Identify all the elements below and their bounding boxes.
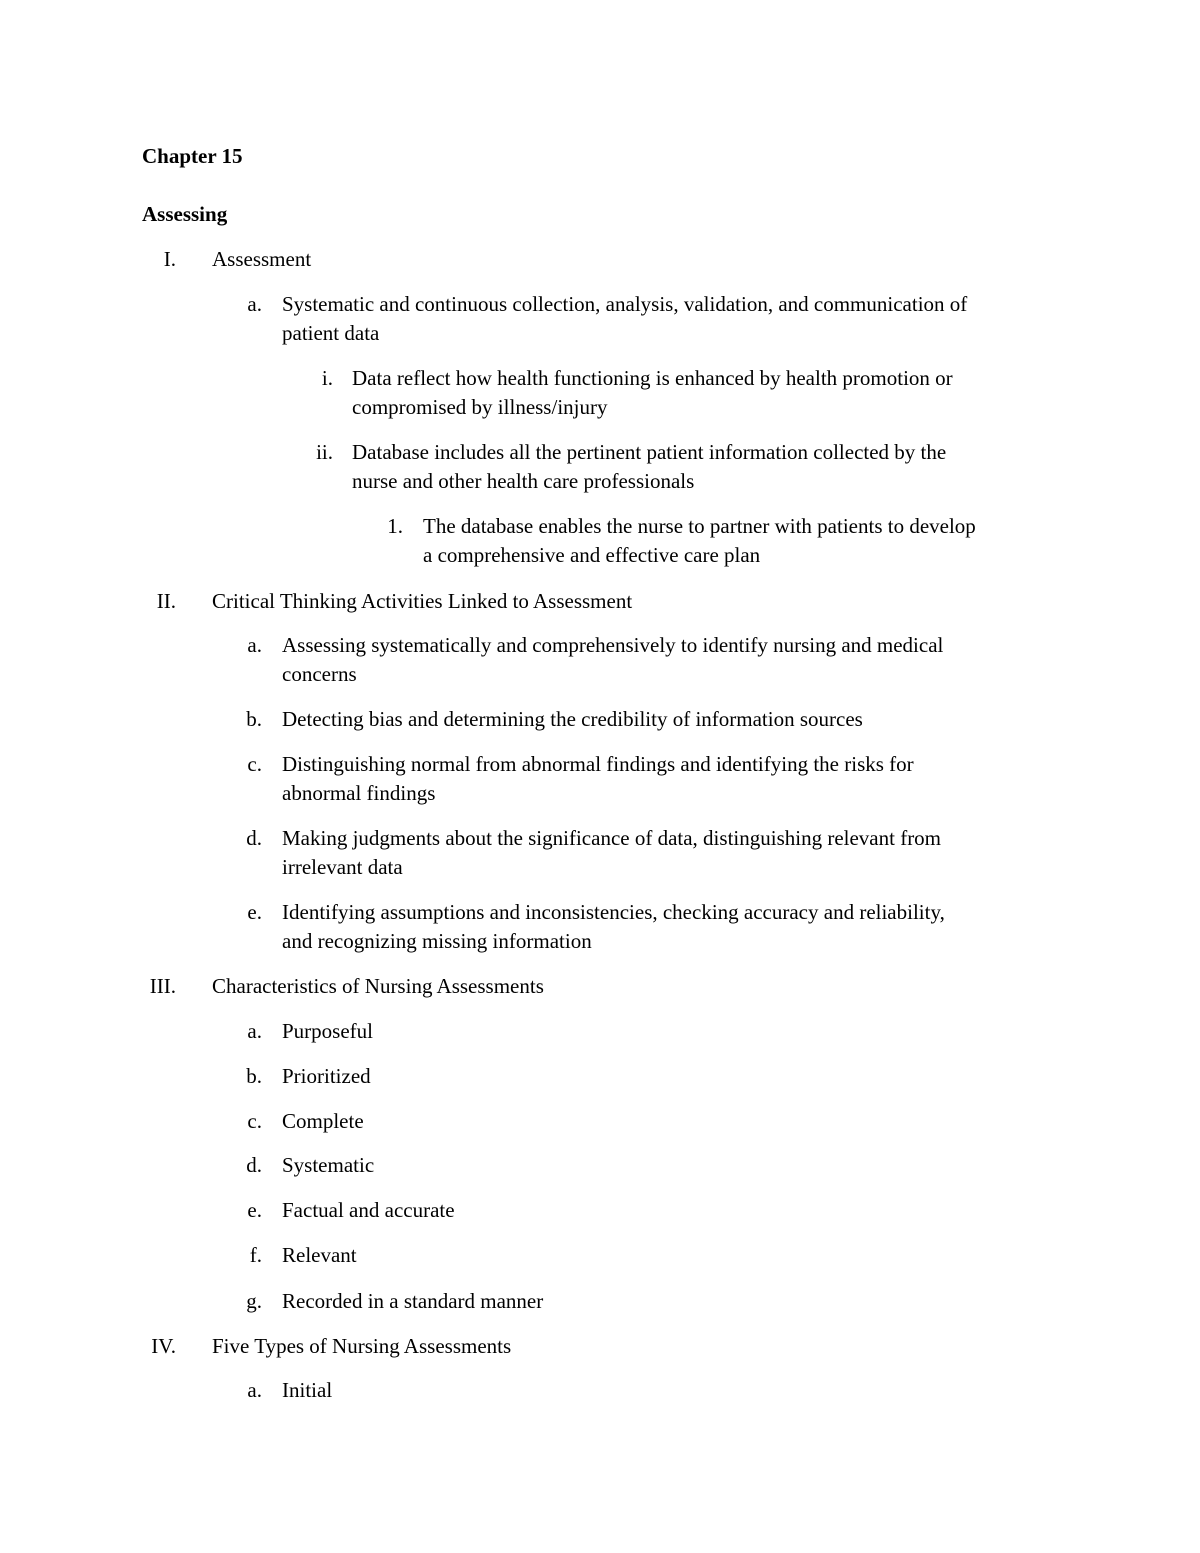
list-marker: i. [321,366,333,390]
list-item-text: Distinguishing normal from abnormal findings and identifying the risks for [282,752,914,776]
list-marker: g. [246,1289,262,1313]
outline-heading: Characteristics of Nursing Assessments [212,974,544,998]
outline-marker: IV. [151,1334,176,1358]
list-marker: b. [246,707,262,731]
list-marker: d. [246,826,262,850]
list-item-text: Detecting bias and determining the credibility of information sources [282,707,863,731]
list-item-text: abnormal findings [282,781,436,805]
list-item-text: and recognizing missing information [282,929,592,953]
list-marker: a. [247,1378,262,1402]
outline-heading: Five Types of Nursing Assessments [212,1334,512,1358]
list-item-text: Initial [282,1378,333,1402]
list-marker: c. [247,1109,262,1133]
outline-marker: II. [156,589,176,613]
list-marker: ii. [316,440,333,464]
outline-heading: Critical Thinking Activities Linked to Assessment [212,589,633,613]
list-marker: a. [247,1019,262,1043]
list-marker: e. [247,1198,262,1222]
list-item-text: irrelevant data [282,855,403,879]
list-item-text: concerns [282,662,357,686]
list-item-text: Making judgments about the significance of data, distinguishing relevant from [282,826,942,850]
list-item-text: Complete [282,1109,364,1133]
list-marker: a. [247,292,262,316]
list-item-text: nurse and other health care professionals [352,469,695,493]
list-item-text: Relevant [282,1243,357,1267]
chapter-title: Chapter 15 [142,144,243,168]
list-marker: a. [247,633,262,657]
list-item-text: The database enables the nurse to partner with patients to develop [423,514,976,538]
outline-marker: III. [149,974,176,998]
section-title: Assessing [142,202,228,226]
list-item-text: Systematic [282,1153,375,1177]
list-marker: d. [246,1153,262,1177]
list-item-text: patient data [282,321,380,345]
list-marker: f. [249,1243,262,1267]
list-item-text: Factual and accurate [282,1198,455,1222]
list-marker: e. [247,900,262,924]
outline-heading: Assessment [212,247,312,271]
list-item-text: Purposeful [282,1019,373,1043]
list-item-text: Prioritized [282,1064,371,1088]
outline-marker: I. [163,247,176,271]
list-item-text: Systematic and continuous collection, analysis, validation, and communication of [282,292,968,316]
list-item-text: a comprehensive and effective care plan [423,543,761,567]
list-item-text: Assessing systematically and comprehensively to identify nursing and medical [282,633,944,657]
list-item-text: compromised by illness/injury [352,395,608,419]
list-marker: 1. [387,514,403,538]
list-marker: c. [247,752,262,776]
list-item-text: Database includes all the pertinent patient information collected by the [352,440,947,464]
list-marker: b. [246,1064,262,1088]
list-item-text: Identifying assumptions and inconsistencies, checking accuracy and reliability, [282,900,945,924]
list-item-text: Data reflect how health functioning is enhanced by health promotion or [352,366,953,390]
list-item-text: Recorded in a standard manner [282,1289,544,1313]
